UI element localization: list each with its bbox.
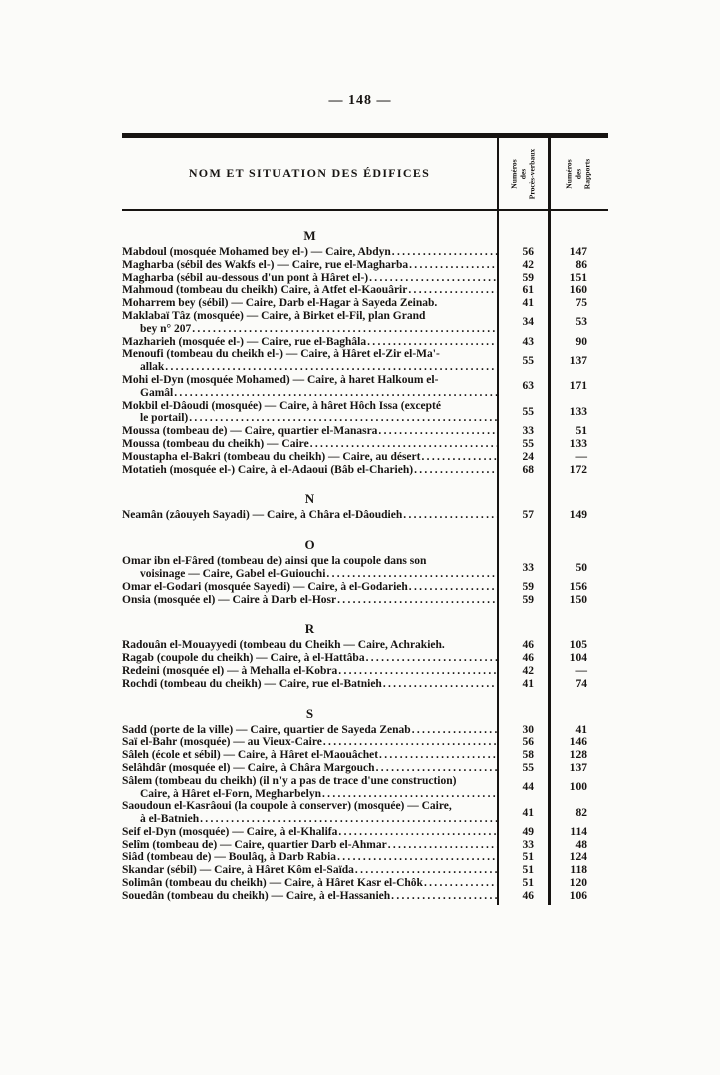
entry-text: Mohi el-Dyn (mosquée Mohamed) — Caire, à haret Halkoum el- xyxy=(122,373,439,386)
rapports-number: — xyxy=(575,664,587,677)
table-row xyxy=(122,464,608,477)
table-row xyxy=(122,877,608,890)
entry-text: Mokbil el-Dâoudi (mosquée) — Caire, à hâret Hôch Issa (excepté xyxy=(122,399,441,412)
entry-text: Omar ibn el-Fâred (tombeau de) ainsi que la coupole dans son xyxy=(122,555,427,568)
table-body xyxy=(122,211,608,903)
proces-verbaux-number: 41 xyxy=(522,297,534,310)
table-row xyxy=(122,749,608,762)
entry-line xyxy=(122,736,497,749)
table-row xyxy=(122,736,608,749)
entry-text: Moussa (tombeau du cheikh) — Caire xyxy=(122,437,309,450)
proces-verbaux-number: 55 xyxy=(522,405,534,418)
entry-name-cell xyxy=(122,665,497,678)
proces-verbaux-number: 30 xyxy=(522,723,534,736)
header-line: Rapports xyxy=(582,158,592,189)
vertical-rule-2 xyxy=(548,133,551,905)
dot-leader xyxy=(387,839,497,851)
rapports-number: 41 xyxy=(575,723,587,736)
table-row xyxy=(122,762,608,775)
entry-name-cell xyxy=(122,297,497,310)
entry-name-cell xyxy=(122,581,497,594)
entry-line xyxy=(122,310,497,323)
entry-name-cell xyxy=(122,310,497,336)
entry-line xyxy=(122,555,497,568)
entry-line xyxy=(122,864,497,877)
column-header-rapports xyxy=(548,138,608,209)
rapports-number: 51 xyxy=(575,425,587,438)
entry-line xyxy=(122,412,497,425)
table-row xyxy=(122,509,608,522)
proces-verbaux-number: 33 xyxy=(522,561,534,574)
entry-text: Skandar (sébil) — Caire, à Hâret Kôm el-Saïda xyxy=(122,864,354,877)
proces-verbaux-number: 55 xyxy=(522,437,534,450)
table-row xyxy=(122,800,608,826)
rapports-number: 150 xyxy=(569,593,587,606)
entry-line xyxy=(122,724,497,737)
entry-text: Moussa (tombeau de) — Caire, quartier el-Manasra xyxy=(122,425,378,438)
rapports-number: 133 xyxy=(569,437,587,450)
entry-text: Siâd (tombeau de) — Boulâq, à Darb Rabia xyxy=(122,851,337,864)
proces-verbaux-number: 49 xyxy=(522,825,534,838)
table-row xyxy=(122,272,608,285)
proces-verbaux-number: 56 xyxy=(522,736,534,749)
entry-name-cell xyxy=(122,678,497,691)
rapports-number: 156 xyxy=(569,580,587,593)
entry-text: Mazharieh (mosquée el-) — Caire, rue el-Baghâla xyxy=(122,335,367,348)
entry-line xyxy=(122,361,497,374)
entry-name-cell xyxy=(122,246,497,259)
table-row xyxy=(122,724,608,737)
entry-text: Seif el-Dyn (mosquée) — Caire, à el-Khalifa xyxy=(122,825,338,838)
dot-leader xyxy=(377,425,497,437)
entry-line xyxy=(122,800,497,813)
dot-leader xyxy=(173,387,497,399)
dot-leader xyxy=(321,788,497,800)
rapports-number: — xyxy=(575,450,587,463)
column-header-rapports-label xyxy=(565,138,592,210)
entry-line xyxy=(122,581,497,594)
proces-verbaux-number: 55 xyxy=(522,761,534,774)
table-row xyxy=(122,665,608,678)
entry-line xyxy=(122,890,497,903)
entry-name-cell xyxy=(122,284,497,297)
proces-verbaux-number: 33 xyxy=(522,838,534,851)
table-row xyxy=(122,336,608,349)
table-header xyxy=(122,138,608,211)
entry-line xyxy=(122,839,497,852)
entry-text: Mabdoul (mosquée Mohamed bey el-) — Caire, Abdyn xyxy=(122,246,391,258)
proces-verbaux-number: 56 xyxy=(522,246,534,258)
table-row xyxy=(122,297,608,310)
dot-leader xyxy=(391,246,497,258)
entry-name-cell xyxy=(122,509,497,522)
entry-text: Mahmoud (tombeau du cheikh) Caire, à Atfet el-Kaouârir xyxy=(122,284,408,297)
entry-name-cell xyxy=(122,724,497,737)
dot-leader xyxy=(164,361,497,373)
entry-name-cell xyxy=(122,762,497,775)
table-row xyxy=(122,851,608,864)
proces-verbaux-number: 34 xyxy=(522,316,534,329)
table-row xyxy=(122,246,608,259)
column-header-proces-verbaux xyxy=(497,138,548,209)
entry-text: Motatieh (mosquée el-) Caire, à el-Adaoui (Bâb el-Charieh) xyxy=(122,463,414,476)
entry-name-cell xyxy=(122,594,497,607)
entry-text: Neamân (zâouyeh Sayadi) — Caire, à Châra el-Dâoudieh xyxy=(122,509,403,522)
entry-text: Maklabaï Tâz (mosquée) — Caire, à Birket el-Fil, plan Grand xyxy=(122,309,426,322)
proces-verbaux-number: 55 xyxy=(522,354,534,367)
entry-line xyxy=(122,425,497,438)
proces-verbaux-number: 59 xyxy=(522,271,534,284)
dot-leader xyxy=(390,890,497,902)
entry-text: Sâleh (école et sébil) — Caire, à Hâret el-Maouâchet xyxy=(122,749,379,762)
table-row xyxy=(122,555,608,581)
proces-verbaux-number: 57 xyxy=(522,509,534,522)
rapports-number: 104 xyxy=(569,652,587,665)
entry-text: Sadd (porte de la ville) — Caire, quartier de Sayeda Zenab xyxy=(122,723,411,736)
table-row xyxy=(122,775,608,801)
entry-line xyxy=(122,788,497,801)
entry-text: Redeini (mosquée el) — à Mehalla el-Kobra xyxy=(122,664,338,677)
rapports-number: 172 xyxy=(569,463,587,476)
entry-text: Onsia (mosquée el) — Caire à Darb el-Hosr xyxy=(122,593,337,606)
entry-name-cell xyxy=(122,451,497,464)
entry-text: Saï el-Bahr (mosquée) — au Vieux-Caire xyxy=(122,736,322,749)
proces-verbaux-number: 51 xyxy=(522,864,534,877)
proces-verbaux-number: 51 xyxy=(522,851,534,864)
entry-line xyxy=(122,775,497,788)
entry-text: Rochdi (tombeau du cheikh) — Caire, rue el-Batnieh xyxy=(122,677,382,690)
table-row xyxy=(122,259,608,272)
dot-leader xyxy=(407,284,497,296)
entry-line xyxy=(122,877,497,890)
rapports-number: 133 xyxy=(569,405,587,418)
table-row xyxy=(122,639,608,652)
rapports-number: 124 xyxy=(569,851,587,864)
dot-leader xyxy=(413,464,497,476)
entry-text: Selîm (tombeau de) — Caire, quartier Darb el-Ahmar xyxy=(122,838,387,851)
entry-line xyxy=(122,762,497,775)
dot-leader xyxy=(354,864,497,876)
entry-text: bey n° 207 xyxy=(140,322,192,335)
entry-name-cell xyxy=(122,826,497,839)
entry-name-cell xyxy=(122,438,497,451)
table-row xyxy=(122,839,608,852)
entry-line xyxy=(122,451,497,464)
entry-line xyxy=(122,336,497,349)
dot-leader xyxy=(375,762,497,774)
dot-leader xyxy=(337,665,497,677)
entry-name-cell xyxy=(122,890,497,903)
rapports-number: 137 xyxy=(569,354,587,367)
dot-leader xyxy=(423,877,497,889)
rapports-number: 86 xyxy=(575,258,587,271)
dot-leader xyxy=(382,678,497,690)
entry-name-cell xyxy=(122,736,497,749)
entry-line xyxy=(122,851,497,864)
dot-leader xyxy=(368,272,497,284)
proces-verbaux-number: 59 xyxy=(522,580,534,593)
dot-leader xyxy=(337,826,497,838)
entry-name-cell xyxy=(122,400,497,426)
entry-name-cell xyxy=(122,800,497,826)
entry-text: Omar el-Godari (mosquée Sayedi) — Caire, à el-Godarieh xyxy=(122,580,408,593)
table-row xyxy=(122,652,608,665)
proces-verbaux-number: 59 xyxy=(522,593,534,606)
entry-line xyxy=(122,297,497,310)
proces-verbaux-number: 43 xyxy=(522,335,534,348)
entry-line xyxy=(122,464,497,477)
entry-name-cell xyxy=(122,775,497,801)
dot-leader xyxy=(336,594,497,606)
rapports-number: 146 xyxy=(569,736,587,749)
table-row xyxy=(122,594,608,607)
page-number: — 148 — xyxy=(328,93,392,108)
table-row xyxy=(122,284,608,297)
entry-text: Selâhdâr (mosquée el) — Caire, à Châra Margouch xyxy=(122,761,375,774)
entry-line xyxy=(122,323,497,336)
rapports-number: 171 xyxy=(569,380,587,393)
entry-line xyxy=(122,272,497,285)
entry-text: Ragab (coupole du cheikh) — Caire, à el-Hattâba xyxy=(122,652,365,665)
rapports-number: 106 xyxy=(569,889,587,902)
entry-text: Moustapha el-Bakri (tombeau du cheikh) — Caire, au désert xyxy=(122,450,421,463)
rapports-number: 147 xyxy=(569,246,587,258)
rapports-number: 48 xyxy=(575,838,587,851)
proces-verbaux-number: 46 xyxy=(522,889,534,902)
entry-name-cell xyxy=(122,877,497,890)
entry-line xyxy=(122,568,497,581)
entry-text: Magharba (sébil des Wakfs el-) — Caire, rue el-Magharba xyxy=(122,258,409,271)
table-row xyxy=(122,678,608,691)
entry-line xyxy=(122,374,497,387)
entry-line xyxy=(122,749,497,762)
dot-leader xyxy=(408,581,497,593)
entry-line xyxy=(122,826,497,839)
dot-leader xyxy=(309,438,497,450)
entry-name-cell xyxy=(122,851,497,864)
section-letter-S: S xyxy=(305,705,314,721)
rapports-number: 128 xyxy=(569,749,587,762)
entry-line xyxy=(122,652,497,665)
entry-text: allak xyxy=(140,361,165,374)
vertical-rule-1 xyxy=(497,133,499,905)
section-letter-N: N xyxy=(304,491,315,507)
entry-text: Magharba (sébil au-dessous d'un pont à Hâret el-) xyxy=(122,271,369,284)
table-row xyxy=(122,438,608,451)
proces-verbaux-number: 68 xyxy=(522,463,534,476)
proces-verbaux-number: 63 xyxy=(522,380,534,393)
entry-line xyxy=(122,246,497,259)
entry-text: voisinage — Caire, Gabel el-Guiouchi xyxy=(140,567,326,580)
dot-leader xyxy=(402,509,497,521)
proces-verbaux-number: 33 xyxy=(522,425,534,438)
header-line: des xyxy=(573,168,583,179)
rapports-number: 82 xyxy=(575,806,587,819)
rapports-number: 151 xyxy=(569,271,587,284)
rapports-number: 53 xyxy=(575,316,587,329)
entry-line xyxy=(122,594,497,607)
entry-name-cell xyxy=(122,864,497,877)
entry-name-cell xyxy=(122,652,497,665)
rapports-number: 120 xyxy=(569,877,587,890)
header-line: des xyxy=(518,168,527,179)
proces-verbaux-number: 46 xyxy=(522,652,534,665)
rapports-number: 137 xyxy=(569,761,587,774)
entry-name-cell xyxy=(122,639,497,652)
entry-name-cell xyxy=(122,336,497,349)
table-row xyxy=(122,451,608,464)
entry-text: Radouân el-Mouayyedi (tombeau du Cheikh — Caire, Achrakieh. xyxy=(122,639,445,652)
header-line: Procès-verbaux xyxy=(527,148,536,199)
dot-leader xyxy=(408,259,497,271)
entry-line xyxy=(122,348,497,361)
proces-verbaux-number: 42 xyxy=(522,258,534,271)
entry-text: Sâlem (tombeau du cheikh) (il n'y a pas de trace d'une construction) xyxy=(122,774,457,787)
rapports-number: 149 xyxy=(569,509,587,522)
entry-text: Moharrem bey (sébil) — Caire, Darb el-Hagar à Sayeda Zeinab. xyxy=(122,297,438,310)
table-row xyxy=(122,348,608,374)
entry-text: Solimân (tombeau du cheikh) — Caire, à Hâret Kasr el-Chôk xyxy=(122,877,423,890)
entry-name-cell xyxy=(122,259,497,272)
table-row xyxy=(122,425,608,438)
rapports-number: 75 xyxy=(575,297,587,310)
table-row xyxy=(122,890,608,903)
dot-leader xyxy=(322,736,497,748)
table-row xyxy=(122,400,608,426)
entry-name-cell xyxy=(122,555,497,581)
entry-line xyxy=(122,509,497,522)
edifices-table xyxy=(122,133,608,903)
entry-name-cell xyxy=(122,839,497,852)
dot-leader xyxy=(378,749,497,761)
entry-line xyxy=(122,259,497,272)
proces-verbaux-number: 44 xyxy=(522,781,534,794)
table-row xyxy=(122,826,608,839)
dot-leader xyxy=(366,336,497,348)
entry-name-cell xyxy=(122,348,497,374)
table-row xyxy=(122,310,608,336)
section-letter-M: M xyxy=(303,228,316,243)
rapports-number: 160 xyxy=(569,284,587,297)
entry-text: à el-Batnieh xyxy=(140,813,200,826)
proces-verbaux-number: 41 xyxy=(522,806,534,819)
rapports-number: 105 xyxy=(569,639,587,652)
column-header-name: NOM ET SITUATION DES ÉDIFICES xyxy=(188,166,431,180)
column-header-proces-verbaux-label xyxy=(509,138,536,210)
rapports-number: 50 xyxy=(575,561,587,574)
dot-leader xyxy=(188,412,497,424)
section-letter-O: O xyxy=(304,537,315,553)
proces-verbaux-number: 61 xyxy=(522,284,534,297)
entry-text: Souedân (tombeau du cheikh) — Caire, à el-Hassanieh xyxy=(122,889,391,902)
entry-text: Caire, à Hâret el-Forn, Megharbelyn xyxy=(140,787,321,800)
table-row xyxy=(122,864,608,877)
entry-name-cell xyxy=(122,749,497,762)
entry-line xyxy=(122,438,497,451)
rapports-number: 74 xyxy=(575,677,587,690)
proces-verbaux-number: 46 xyxy=(522,639,534,652)
proces-verbaux-number: 42 xyxy=(522,664,534,677)
dot-leader xyxy=(411,724,497,736)
header-line: Numéros xyxy=(564,158,574,189)
entry-line xyxy=(122,639,497,652)
entry-name-cell xyxy=(122,464,497,477)
rapports-number: 114 xyxy=(570,825,587,838)
rapports-number: 118 xyxy=(570,864,587,877)
entry-text: Saoudoun el-Kasrâoui (la coupole à conserver) (mosquée) — Caire, xyxy=(122,800,452,813)
dot-leader xyxy=(199,813,497,825)
entry-name-cell xyxy=(122,272,497,285)
proces-verbaux-number: 58 xyxy=(522,749,534,762)
entry-line xyxy=(122,813,497,826)
entry-text: Menoufi (tombeau du cheikh el-) — Caire, à Hâret el-Zir el-Ma'- xyxy=(122,348,440,361)
entry-text: le portail) xyxy=(140,412,189,425)
section-letter-R: R xyxy=(304,621,315,637)
dot-leader xyxy=(325,568,497,580)
rapports-number: 100 xyxy=(569,781,587,794)
entry-name-cell xyxy=(122,425,497,438)
entry-name-cell xyxy=(122,374,497,400)
table-row xyxy=(122,581,608,594)
entry-line xyxy=(122,400,497,413)
entry-line xyxy=(122,665,497,678)
proces-verbaux-number: 41 xyxy=(522,677,534,690)
header-line: Numéros xyxy=(509,158,518,189)
proces-verbaux-number: 24 xyxy=(522,450,534,463)
proces-verbaux-number: 51 xyxy=(522,877,534,890)
entry-line xyxy=(122,284,497,297)
dot-leader xyxy=(191,323,497,335)
entry-line xyxy=(122,678,497,691)
dot-leader xyxy=(336,851,497,863)
entry-text: Gamâl xyxy=(140,386,174,399)
rapports-number: 90 xyxy=(575,335,587,348)
dot-leader xyxy=(365,652,497,664)
dot-leader xyxy=(420,451,497,463)
table-row xyxy=(122,374,608,400)
entry-line xyxy=(122,387,497,400)
